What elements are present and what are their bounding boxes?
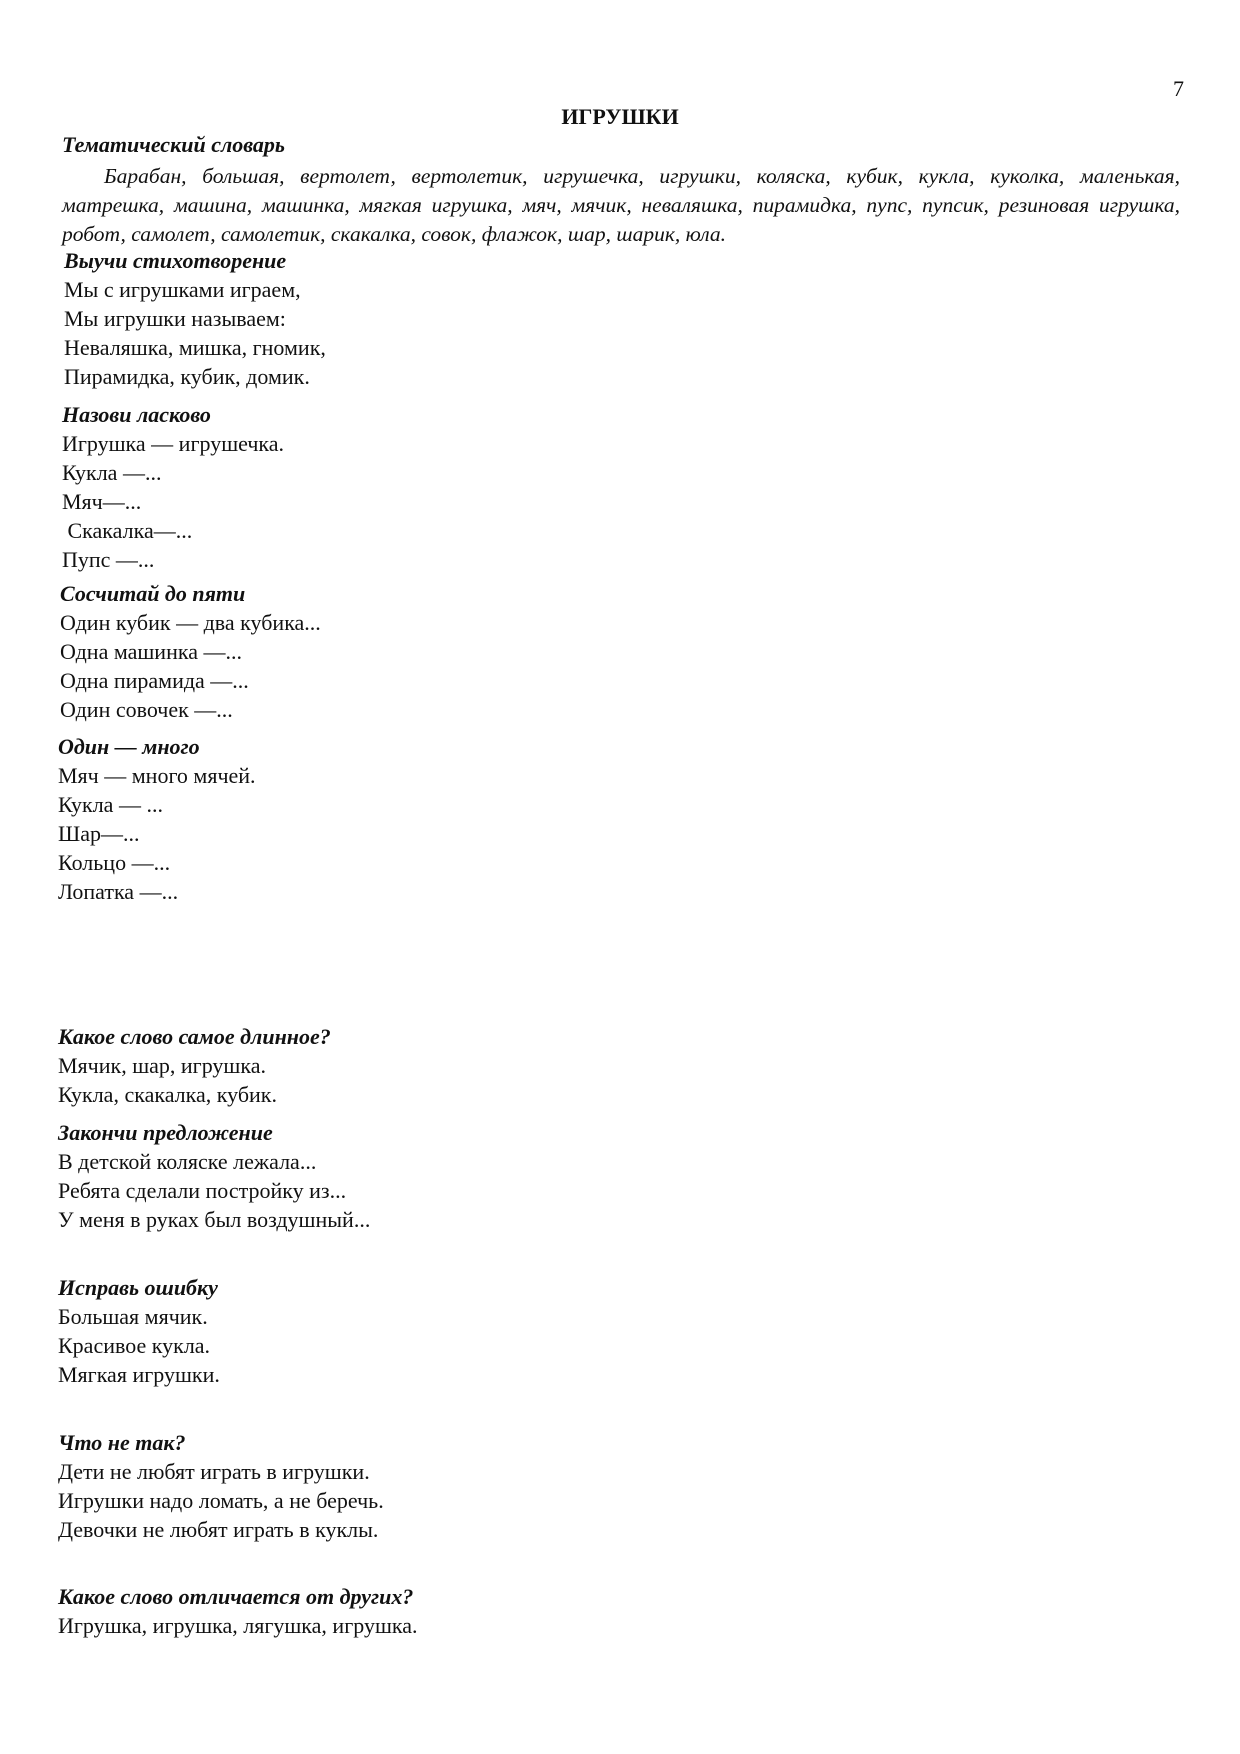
- section-heading: Один — много: [58, 734, 200, 759]
- section-line: Кукла, скакалка, кубик.: [58, 1082, 277, 1107]
- section-line: Кукла — ...: [58, 792, 163, 817]
- section-odd-word: [58, 1582, 958, 1640]
- section-line: Скакалка—...: [62, 518, 193, 543]
- section-heading: Назови ласково: [62, 402, 211, 427]
- section-line: Кольцо —...: [58, 850, 171, 875]
- section-line: Мягкая игрушки.: [58, 1362, 220, 1387]
- section-line: Один совочек —...: [60, 697, 233, 722]
- section-line: Мяч—...: [62, 489, 142, 514]
- section-heading: Какое слово самое длинное?: [58, 1024, 331, 1049]
- section-line: Неваляшка, мишка, гномик,: [64, 335, 326, 360]
- page-title: ИГРУШКИ: [561, 104, 679, 129]
- section-line: Один кубик — два кубика...: [60, 610, 321, 635]
- section-line: Пупс —...: [62, 547, 155, 572]
- section-line: Мячик, шар, игрушка.: [58, 1053, 266, 1078]
- section-line: Мяч — много мячей.: [58, 763, 256, 788]
- section-heading: Исправь ошибку: [58, 1275, 218, 1300]
- section-one-many: [58, 732, 958, 906]
- section-line: Игрушка — игрушечка.: [62, 431, 285, 456]
- section-line: Мы игрушки называем:: [64, 306, 286, 331]
- section-line: Игрушки надо ломать, а не беречь.: [58, 1488, 384, 1513]
- section-line: Игрушка, игрушка, лягушка, игрушка.: [58, 1613, 418, 1638]
- page-number: 7: [1173, 76, 1184, 101]
- section-fix-mistake: [58, 1273, 958, 1389]
- vocabulary-text: Барабан, большая, вертолет, вертолетик, игрушечка, игрушки, коляска, кубик, кукла, куколка, маленькая, матрешка, машина, машинка, мягкая игрушка, мяч, мячик, неваляшка, пирамидка, пупс, пупсик, резиновая игрушка, робот, самолет, самолетик, скакалка, совок, флажок, шар, шарик, юла.: [62, 164, 1180, 246]
- section-line: Лопатка —...: [58, 879, 179, 904]
- section-longest-word: [58, 1022, 958, 1109]
- vocabulary-heading: Тематический словарь: [62, 132, 285, 157]
- section-line: Кукла —...: [62, 460, 162, 485]
- section-heading: Выучи стихотворение: [64, 248, 287, 273]
- section-heading: Закончи предложение: [58, 1120, 273, 1145]
- section-line: У меня в руках был воздушный...: [58, 1207, 371, 1232]
- section-line: Одна машинка —...: [60, 639, 242, 664]
- section-line: Пирамидка, кубик, домик.: [64, 364, 310, 389]
- section-learn-poem: [64, 246, 964, 391]
- section-line: Одна пирамида —...: [60, 668, 249, 693]
- section-finish-sentence: [58, 1118, 958, 1234]
- section-heading: Какое слово отличается от других?: [58, 1584, 414, 1609]
- section-line: Девочки не любят играть в куклы.: [58, 1517, 379, 1542]
- section-count-to-five: [60, 579, 960, 724]
- section-heading: Сосчитай до пяти: [60, 581, 246, 606]
- section-line: Красивое кукла.: [58, 1333, 211, 1358]
- section-line: В детской коляске лежала...: [58, 1149, 317, 1174]
- section-line: Шар—...: [58, 821, 140, 846]
- section-line: Дети не любят играть в игрушки.: [58, 1459, 370, 1484]
- section-name-affectionately: [62, 400, 962, 574]
- vocabulary-block: [62, 132, 1180, 249]
- section-line: Мы с игрушками играем,: [64, 277, 301, 302]
- section-line: Ребята сделали постройку из...: [58, 1178, 347, 1203]
- section-line: Большая мячик.: [58, 1304, 208, 1329]
- section-heading: Что не так?: [58, 1430, 186, 1455]
- section-whats-wrong: [58, 1428, 958, 1544]
